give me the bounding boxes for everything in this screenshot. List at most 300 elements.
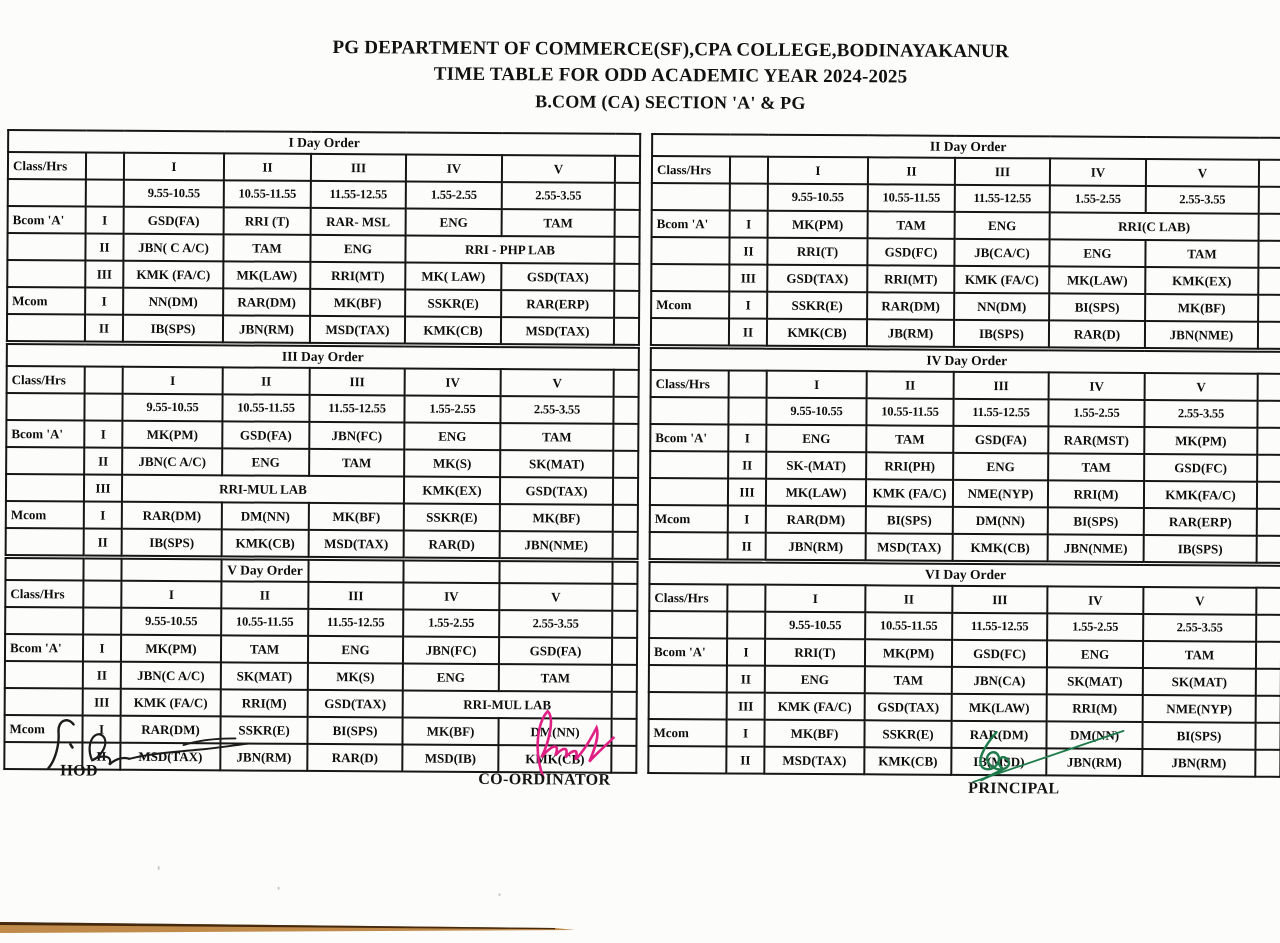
subject-cell: RAR(DM) [766, 506, 866, 534]
period-label: II [726, 746, 764, 773]
class-hrs-header: Class/Hrs [5, 580, 83, 607]
time-slot: 11.55-12.55 [309, 395, 404, 423]
subject-cell: SSKR(E) [767, 292, 867, 320]
empty-cell [83, 559, 121, 581]
period-label: II [84, 529, 122, 556]
subject-cell: MK(BF) [310, 289, 405, 317]
time-slot: 1.55-2.55 [1050, 185, 1146, 213]
subject-cell: KMK (FA/C) [866, 479, 953, 507]
subject-cell: TAM [502, 209, 615, 237]
subject-cell: ENG [222, 448, 309, 476]
period-label: III [83, 689, 121, 716]
subject-cell: SK(MAT) [500, 450, 613, 478]
subject-cell: MK(LAW) [223, 261, 310, 289]
period-label: II [83, 662, 121, 689]
subject-cell: JBN(C A/C) [121, 662, 221, 690]
subject-cell: BI(SPS) [866, 506, 953, 534]
subject-cell: ENG [406, 208, 502, 236]
subject-cell: ENG [308, 636, 403, 664]
period-label: II [729, 318, 767, 345]
empty-cell [615, 210, 640, 237]
empty-cell [6, 474, 84, 501]
subject-cell: MK(LAW) [1049, 266, 1145, 294]
subject-cell: TAM [865, 666, 952, 694]
hour-header: II [221, 581, 308, 609]
subject-cell: KMK (FA/C) [765, 693, 865, 721]
period-label: III [85, 261, 123, 288]
empty-cell [7, 233, 85, 260]
subject-cell: SSKR(E) [864, 720, 951, 748]
class-group-label: Bcom 'A' [649, 638, 727, 665]
empty-cell [1258, 241, 1280, 268]
empty-cell [86, 153, 124, 180]
subject-cell: MK( LAW) [405, 262, 501, 290]
class-group-label: Bcom 'A' [5, 634, 83, 661]
empty-cell [1259, 187, 1280, 214]
empty-cell [727, 611, 765, 638]
empty-cell [1257, 428, 1280, 455]
empty-cell [1256, 642, 1280, 669]
subject-cell: MK(BF) [309, 503, 404, 531]
empty-cell [1256, 588, 1280, 615]
hour-header: IV [1050, 158, 1146, 186]
period-label: I [730, 210, 768, 237]
subject-cell: KMK(FA/C) [1144, 481, 1257, 509]
subject-cell: JBN(RM) [223, 315, 310, 343]
empty-cell [612, 611, 637, 638]
period-label: II [82, 743, 120, 770]
time-slot: 1.55-2.55 [1048, 399, 1144, 427]
subject-cell: TAM [221, 635, 308, 663]
time-slot: 10.55-11.55 [865, 612, 952, 640]
scan-speck [278, 887, 280, 890]
subject-cell: RRI(M) [1048, 480, 1144, 508]
class-group-label: Mcom [6, 501, 84, 528]
subject-cell: IB(SPS) [954, 320, 1049, 348]
page-section-title: B.COM (CA) SECTION 'A' & PG [535, 91, 806, 113]
hour-header: III [310, 368, 405, 396]
subject-cell: TAM [1048, 453, 1144, 481]
subject-cell: DM(NN) [1046, 721, 1142, 749]
table-title: IV Day Order [651, 348, 1280, 374]
empty-cell [651, 237, 729, 264]
empty-cell [613, 397, 638, 424]
subject-cell: MK(S) [404, 449, 500, 477]
time-slot: 1.55-2.55 [404, 395, 500, 423]
principal-label: PRINCIPAL [968, 779, 1060, 798]
time-slot: 1.55-2.55 [1047, 613, 1143, 641]
period-label: II [728, 532, 766, 559]
subject-cell: KMK(CB) [767, 319, 867, 347]
subject-cell: SK-(MAT) [766, 452, 866, 480]
subject-cell: RAR(D) [1049, 320, 1145, 348]
timetable-grid [3, 129, 1280, 778]
desk-edge-artifact [0, 916, 620, 935]
empty-cell [613, 532, 638, 559]
subject-cell: ENG [955, 212, 1050, 240]
empty-cell [649, 611, 727, 638]
table-title: VI Day Order [649, 562, 1280, 588]
class-group-label: Bcom 'A' [650, 424, 728, 451]
period-label: II [85, 234, 123, 261]
empty-cell [614, 370, 639, 397]
empty-cell [614, 291, 639, 318]
hour-header: V [501, 369, 614, 397]
subject-cell: RAR(ERP) [501, 290, 614, 318]
period-label: I [726, 719, 764, 746]
hour-header: I [768, 157, 868, 185]
subject-cell: MK(LAW) [952, 694, 1047, 722]
scan-speck [499, 893, 501, 896]
subject-cell: JBN( C A/C) [123, 234, 223, 262]
hour-header: IV [403, 582, 499, 610]
class-hrs-header: Class/Hrs [649, 584, 727, 611]
empty-cell [729, 370, 767, 397]
empty-cell [649, 665, 727, 692]
hour-header: II [868, 157, 955, 185]
class-hrs-header: Class/Hrs [652, 156, 730, 183]
hour-header: V [499, 583, 612, 611]
subject-cell: JBN(NME) [1145, 321, 1258, 349]
subject-cell: KMK (FA/C) [954, 266, 1049, 294]
subject-cell: RRI(T) [767, 238, 867, 266]
time-slot: 11.55-12.55 [952, 613, 1047, 641]
time-slot: 10.55-11.55 [866, 398, 953, 426]
empty-cell [1256, 615, 1280, 642]
hod-label: HOD [60, 762, 98, 780]
class-group-label: Mcom [4, 715, 82, 742]
period-label: II [729, 237, 767, 264]
subject-cell: GSD(FA) [953, 426, 1048, 454]
time-slot: 1.55-2.55 [403, 609, 499, 637]
subject-cell: MK(BF) [1145, 294, 1258, 322]
empty-cell [650, 478, 728, 505]
empty-cell [121, 559, 221, 582]
time-slot: 2.55-3.55 [1143, 614, 1256, 642]
day-order-table [6, 129, 641, 346]
empty-cell [615, 183, 640, 210]
empty-cell [612, 665, 637, 692]
class-group-label: Mcom [650, 505, 728, 532]
subject-cell: KMK (FA/C) [121, 689, 221, 717]
subject-cell: BI(SPS) [1048, 507, 1144, 535]
subject-cell: RRI(M) [221, 689, 308, 717]
subject-cell: TAM [1143, 641, 1256, 669]
empty-cell [5, 558, 83, 580]
period-label: I [82, 716, 120, 743]
subject-cell: ENG [404, 422, 500, 450]
subject-cell: GSD(TAX) [501, 263, 614, 291]
empty-cell [615, 156, 640, 183]
subject-cell: KMK(CB) [864, 747, 951, 775]
hour-header: I [767, 371, 867, 399]
empty-cell [727, 584, 765, 611]
title-block [0, 33, 1280, 119]
subject-cell: DM(NN) [222, 502, 309, 530]
empty-cell [5, 607, 83, 634]
period-label: III [84, 475, 122, 502]
hour-header: II [223, 367, 310, 395]
empty-cell [650, 451, 728, 478]
subject-cell: GSD(FC) [867, 238, 954, 266]
period-label: I [85, 288, 123, 315]
empty-cell [6, 447, 84, 474]
empty-cell [308, 560, 403, 583]
empty-cell [613, 478, 638, 505]
subject-cell: NME(NYP) [953, 480, 1048, 508]
period-label: I [728, 424, 766, 451]
hour-header: III [954, 372, 1049, 400]
subject-cell: ENG [403, 663, 499, 691]
subject-cell: KMK(CB) [953, 534, 1048, 562]
subject-cell: ENG [1047, 640, 1143, 668]
subject-cell: JBN(RM) [1046, 748, 1142, 776]
subject-cell: GSD(FA) [124, 207, 224, 235]
hour-header: V [1146, 159, 1259, 187]
subject-cell: IB(SPS) [122, 529, 222, 557]
class-group-label: Mcom [651, 291, 729, 318]
empty-cell [1258, 374, 1280, 401]
period-label: I [729, 291, 767, 318]
subject-cell: RAR(DM) [951, 721, 1046, 749]
empty-cell [648, 746, 726, 773]
empty-cell [1255, 750, 1280, 777]
subject-cell: TAM [499, 664, 612, 692]
subject-cell: MK(PM) [768, 211, 868, 239]
subject-cell: SK(MAT) [1143, 668, 1256, 696]
empty-cell [612, 638, 637, 665]
subject-cell: JBN(FC) [309, 422, 404, 450]
time-slot: 10.55-11.55 [224, 180, 311, 208]
table-title: I Day Order [8, 130, 640, 156]
page-title: PG DEPARTMENT OF COMMERCE(SF),CPA COLLEGE,BODINAYAKANUR [332, 37, 1009, 63]
hour-header: I [121, 581, 221, 609]
table-title: II Day Order [652, 134, 1280, 160]
empty-cell [614, 264, 639, 291]
empty-cell [613, 451, 638, 478]
subject-cell: SSKR(E) [404, 503, 500, 531]
period-label: II [84, 448, 122, 475]
subject-cell: MSD(TAX) [866, 533, 953, 561]
subject-cell: GSD(TAX) [767, 265, 867, 293]
empty-cell [1259, 214, 1280, 241]
subject-cell: GSD(FA) [499, 637, 612, 665]
empty-cell [1258, 295, 1280, 322]
subject-cell: GSD(TAX) [865, 693, 952, 721]
hour-header: IV [1047, 586, 1143, 614]
subject-cell: RAR(MST) [1048, 426, 1144, 454]
subject-cell: TAM [309, 449, 404, 477]
period-label: II [728, 451, 766, 478]
time-slot: 9.55-10.55 [765, 612, 865, 640]
empty-cell [6, 393, 84, 420]
empty-cell [8, 179, 86, 206]
time-slot: 9.55-10.55 [766, 398, 866, 426]
subject-cell: RRI(MT) [867, 265, 954, 293]
subject-cell: RRI(C LAB) [1050, 212, 1259, 240]
subject-cell: DM(NN) [953, 507, 1048, 535]
time-slot: 11.55-12.55 [953, 399, 1048, 427]
subject-cell: RAR(D) [307, 744, 402, 772]
period-label: III [727, 692, 765, 719]
empty-cell [1255, 723, 1280, 750]
subject-cell: KMK(CB) [405, 316, 501, 344]
subject-cell: BI(SPS) [307, 717, 402, 745]
hour-header: III [952, 586, 1047, 614]
hour-header: II [867, 371, 954, 399]
time-slot: 1.55-2.55 [406, 181, 502, 209]
subject-cell: GSD(FC) [1144, 454, 1257, 482]
hour-header: I [123, 367, 223, 395]
subject-cell: GSD(FC) [952, 640, 1047, 668]
time-slot: 9.55-10.55 [124, 180, 224, 208]
page-subtitle: TIME TABLE FOR ODD ACADEMIC YEAR 2024-2025 [433, 63, 908, 88]
subject-cell: NN(DM) [954, 293, 1049, 321]
time-slot: 2.55-3.55 [499, 610, 612, 638]
period-label: I [83, 635, 121, 662]
empty-cell [403, 560, 499, 583]
subject-cell: ENG [766, 425, 866, 453]
subject-cell: MK(PM) [865, 639, 952, 667]
subject-cell: MK(BF) [500, 504, 613, 532]
empty-cell [730, 156, 768, 183]
subject-cell: MSD(TAX) [764, 747, 864, 775]
empty-cell [614, 237, 639, 264]
time-slot: 9.55-10.55 [121, 608, 221, 636]
empty-cell [612, 562, 637, 584]
subject-cell: MSD(TAX) [120, 743, 220, 771]
empty-cell [1256, 696, 1280, 723]
subject-cell: TAM [223, 234, 310, 262]
class-hrs-header: Class/Hrs [7, 366, 85, 393]
empty-cell [1257, 536, 1280, 563]
subject-cell: SK(MAT) [221, 662, 308, 690]
period-label: I [728, 505, 766, 532]
subject-cell: IB(SPS) [1144, 535, 1257, 563]
empty-cell [1259, 160, 1280, 187]
empty-cell [650, 532, 728, 559]
subject-cell: BI(SPS) [1049, 293, 1145, 321]
subject-cell: KMK (FA/C) [123, 261, 223, 289]
scan-speck [158, 866, 160, 870]
subject-cell: RAR- MSL [311, 208, 406, 236]
subject-cell: RAR(DM) [867, 292, 954, 320]
subject-cell: SSKR(E) [405, 289, 501, 317]
subject-cell: SSKR(E) [220, 716, 307, 744]
subject-cell: RRI(T) [765, 639, 865, 667]
time-slot: 11.55-12.55 [955, 185, 1050, 213]
subject-cell: RRI(MT) [310, 262, 405, 290]
empty-cell [6, 528, 84, 555]
subject-cell: MK(S) [308, 663, 403, 691]
empty-cell [499, 561, 612, 584]
empty-cell [651, 264, 729, 291]
subject-cell: MK(PM) [121, 635, 221, 663]
hour-header: V [1145, 373, 1258, 401]
empty-cell [5, 661, 83, 688]
subject-cell: RAR(D) [404, 530, 500, 558]
empty-cell [1256, 669, 1280, 696]
subject-cell: GSD(TAX) [500, 477, 613, 505]
empty-cell [649, 692, 727, 719]
empty-cell [1257, 509, 1280, 536]
empty-cell [1257, 455, 1280, 482]
empty-cell [85, 367, 123, 394]
empty-cell [612, 584, 637, 611]
hour-header: II [224, 153, 311, 181]
subject-cell: JBN(RM) [766, 533, 866, 561]
subject-cell: JBN(FC) [403, 636, 499, 664]
hour-header: III [955, 158, 1050, 186]
class-group-label: Bcom 'A' [6, 420, 84, 447]
period-label: III [728, 478, 766, 505]
hour-header: III [311, 154, 406, 182]
empty-cell [652, 183, 730, 210]
subject-cell: RRI(PH) [866, 452, 953, 480]
subject-cell: KMK(CB) [498, 745, 611, 773]
period-label: II [85, 315, 123, 342]
subject-cell: RRI (T) [224, 207, 311, 235]
subject-cell: RAR(DM) [122, 502, 222, 530]
time-slot: 2.55-3.55 [1144, 400, 1257, 428]
day-order-table [649, 347, 1280, 564]
time-slot: 9.55-10.55 [122, 394, 222, 422]
hour-header: V [502, 155, 615, 183]
period-label: II [727, 665, 765, 692]
subject-cell: MSD(IB) [402, 744, 498, 772]
hour-header: IV [405, 368, 501, 396]
hour-header: I [124, 153, 224, 181]
empty-cell [1258, 268, 1280, 295]
subject-cell: IB(MSD) [951, 748, 1046, 776]
time-slot: 10.55-11.55 [868, 184, 955, 212]
empty-cell [1257, 401, 1280, 428]
empty-cell [7, 260, 85, 287]
subject-cell: JBN(RM) [1142, 749, 1255, 777]
subject-cell: ENG [953, 453, 1048, 481]
period-label: I [727, 638, 765, 665]
subject-cell: JBN(C A/C) [122, 448, 222, 476]
subject-cell: MK(BF) [764, 720, 864, 748]
subject-cell: RRI-MUL LAB [403, 690, 612, 718]
subject-cell: ENG [310, 235, 405, 263]
period-label: I [84, 421, 122, 448]
time-slot: 2.55-3.55 [502, 182, 615, 210]
subject-cell: JBN(NME) [500, 531, 613, 559]
subject-cell: KMK(EX) [1145, 267, 1258, 295]
subject-cell: MK(BF) [402, 717, 498, 745]
subject-cell: TAM [866, 425, 953, 453]
subject-cell: TAM [500, 423, 613, 451]
subject-cell: DM(NN) [498, 718, 611, 746]
subject-cell: TAM [868, 211, 955, 239]
subject-cell: MSD(TAX) [309, 530, 404, 558]
subject-cell: BI(SPS) [1142, 722, 1255, 750]
subject-cell: RRI-MUL LAB [122, 475, 404, 504]
empty-cell [613, 424, 638, 451]
subject-cell: MSD(TAX) [310, 316, 405, 344]
class-hrs-header: Class/Hrs [651, 370, 729, 397]
hour-header: V [1143, 587, 1256, 615]
empty-cell [83, 581, 121, 608]
subject-cell: NN(DM) [123, 288, 223, 316]
subject-cell: JB(CA/C) [954, 239, 1049, 267]
period-label: III [729, 264, 767, 291]
day-order-table [5, 343, 640, 560]
empty-cell [651, 318, 729, 345]
subject-cell: GSD(FA) [222, 421, 309, 449]
class-group-label: Mcom [7, 287, 85, 314]
